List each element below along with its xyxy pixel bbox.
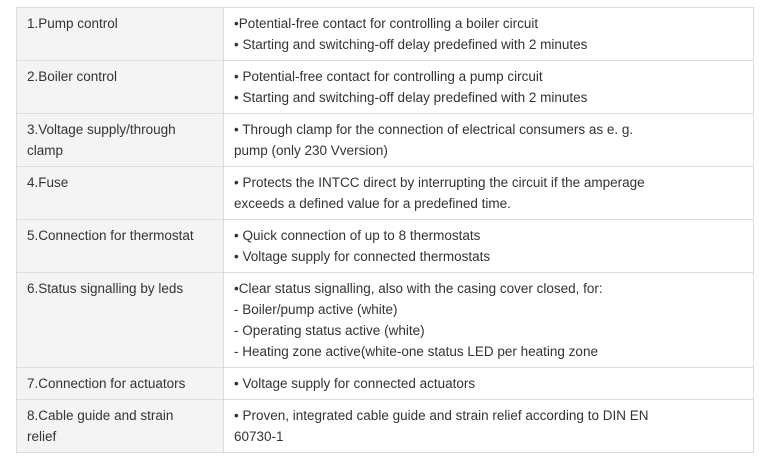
row-label-text: 8.Cable guide and strain <box>27 408 174 423</box>
row-label <box>17 368 224 400</box>
table-row <box>17 8 754 61</box>
row-description <box>224 61 754 114</box>
description-line: • Voltage supply for connected thermostats <box>234 249 491 264</box>
row-description <box>224 220 754 273</box>
spec-table-container <box>16 7 753 453</box>
row-label-text: relief <box>27 429 57 444</box>
description-line: exceeds a defined value for a predefined time. <box>234 196 511 211</box>
row-description <box>224 400 754 453</box>
description-line: •Clear status signalling, also with the casing cover closed, for: <box>234 281 603 296</box>
row-description <box>224 273 754 368</box>
row-label <box>17 400 224 453</box>
row-description <box>224 114 754 167</box>
row-description <box>224 167 754 220</box>
description-line: • Protects the INTCC direct by interrupting the circuit if the amperage <box>234 175 645 190</box>
row-label-text: 7.Connection for actuators <box>27 376 186 391</box>
description-line: • Through clamp for the connection of electrical consumers as e. g. <box>234 122 634 137</box>
table-row <box>17 61 754 114</box>
description-line: •Potential-free contact for controlling a boiler circuit <box>234 16 539 31</box>
row-label-text: 2.Boiler control <box>27 69 118 84</box>
table-row <box>17 368 754 400</box>
row-description <box>224 368 754 400</box>
description-line: - Operating status active (white) <box>234 323 425 338</box>
row-label <box>17 114 224 167</box>
table-row <box>17 167 754 220</box>
row-label-text: clamp <box>27 143 64 158</box>
row-label-text: 3.Voltage supply/through <box>27 122 176 137</box>
description-line: - Heating zone active(white-one status LED per heating zone <box>234 344 598 359</box>
row-label <box>17 167 224 220</box>
row-description <box>224 8 754 61</box>
row-label <box>17 220 224 273</box>
row-label-text: 6.Status signalling by leds <box>27 281 184 296</box>
row-label <box>17 8 224 61</box>
description-line: pump (only 230 Vversion) <box>234 143 388 158</box>
row-label-text: 4.Fuse <box>27 175 69 190</box>
description-line: • Proven, integrated cable guide and strain relief according to DIN EN <box>234 408 649 423</box>
description-line: • Starting and switching-off delay predefined with 2 minutes <box>234 90 588 105</box>
description-line: 60730-1 <box>234 429 284 444</box>
table-row <box>17 273 754 368</box>
description-line: - Boiler/pump active (white) <box>234 302 398 317</box>
description-line: • Potential-free contact for controlling a pump circuit <box>234 69 543 84</box>
description-line: • Quick connection of up to 8 thermostats <box>234 228 481 243</box>
table-row <box>17 114 754 167</box>
description-line: • Voltage supply for connected actuators <box>234 376 476 391</box>
description-line: • Starting and switching-off delay predefined with 2 minutes <box>234 37 588 52</box>
row-label <box>17 273 224 368</box>
row-label <box>17 61 224 114</box>
spec-table <box>16 7 754 453</box>
table-row <box>17 400 754 453</box>
row-label-text: 5.Connection for thermostat <box>27 228 194 243</box>
table-row <box>17 220 754 273</box>
row-label-text: 1.Pump control <box>27 16 118 31</box>
